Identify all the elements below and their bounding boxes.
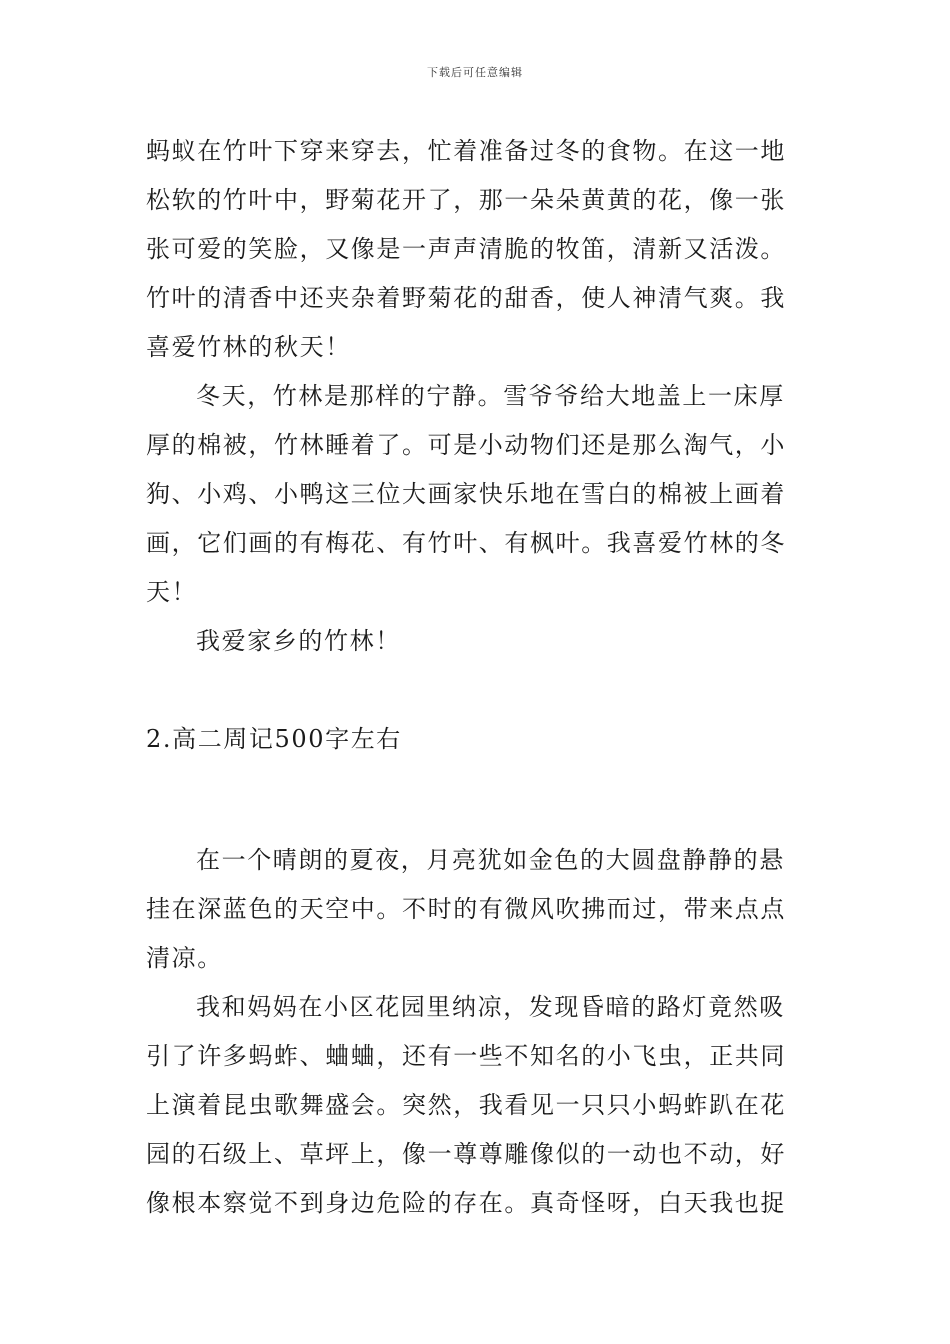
text-line: 清凉。 [146,944,223,972]
text-line: 上演着昆虫歌舞盛会。突然，我看见一只只小蚂蚱趴在花 [146,1091,786,1119]
text-line: 张可爱的笑脸，又像是一声声清脆的牧笛，清新又活泼。 [146,235,786,263]
text-line: 冬天，竹林是那样的宁静。雪爷爷给大地盖上一床厚 [196,382,785,410]
text-line: 挂在深蓝色的天空中。不时的有微风吹拂而过，带来点点 [146,895,786,923]
essay-1-continuation [146,127,806,666]
spacer [146,666,806,715]
text-line: 松软的竹叶中，野菊花开了，那一朵朵黄黄的花，像一张 [146,186,786,214]
text-line: 引了许多蚂蚱、蛐蛐，还有一些不知名的小飞虫，正共同 [146,1042,786,1070]
text-line: 蚂蚁在竹叶下穿来穿去，忙着准备过冬的食物。在这一地 [146,137,786,165]
document-body [146,127,806,1228]
text-line: 我和妈妈在小区花园里纳凉，发现昏暗的路灯竟然吸 [196,993,785,1021]
page-header: 下载后可任意编辑 [427,66,523,79]
section-heading: 2.高二周记500字左右 [146,725,402,753]
text-line: 园的石级上、草坪上，像一尊尊雕像似的一动也不动，好 [146,1140,786,1168]
text-line: 喜爱竹林的秋天！ [146,333,351,361]
text-line: 厚的棉被，竹林睡着了。可是小动物们还是那么淘气，小 [146,431,786,459]
text-line: 竹叶的清香中还夹杂着野菊花的甜香，使人神清气爽。我 [146,284,786,312]
text-line: 画，它们画的有梅花、有竹叶、有枫叶。我喜爱竹林的冬 [146,529,786,557]
spacer [146,764,806,813]
essay-2-body [146,836,806,1228]
text-line: 在一个晴朗的夏夜，月亮犹如金色的大圆盘静静的悬 [196,846,785,874]
text-line: 天！ [146,578,198,606]
text-line: 像根本察觉不到身边危险的存在。真奇怪呀，白天我也捉 [146,1189,786,1217]
text-line: 狗、小鸡、小鸭这三位大画家快乐地在雪白的棉被上画着 [146,480,786,508]
text-line: 我爱家乡的竹林！ [196,627,401,655]
